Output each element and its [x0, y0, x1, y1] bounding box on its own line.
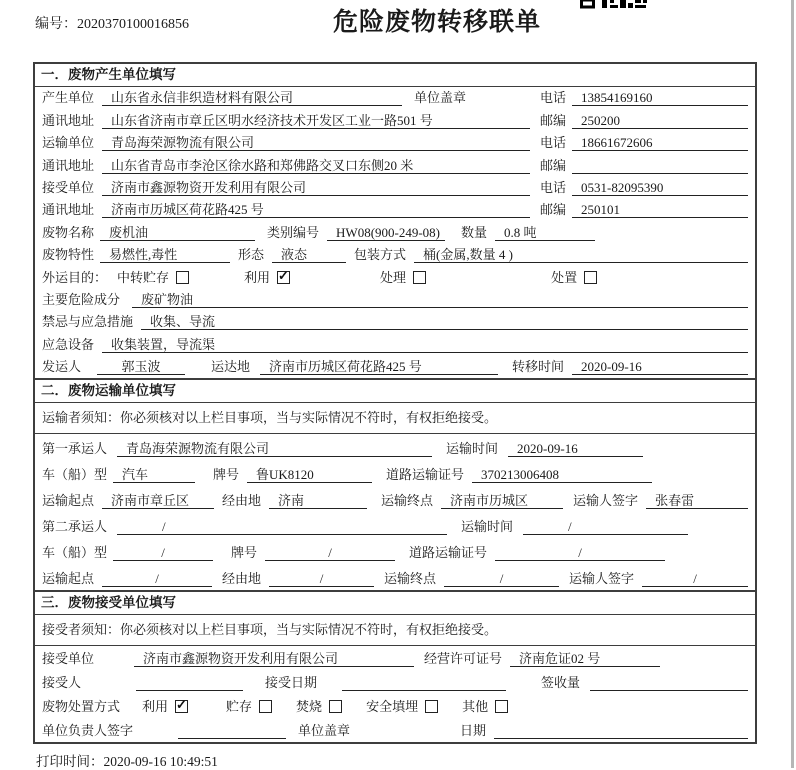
- responsible-sign-label: 单位负责人签字: [42, 723, 134, 739]
- page-title: 危险废物转移联单: [333, 9, 542, 36]
- transport-unit-label: 运输单位: [42, 135, 95, 151]
- row-carrier-2: [35, 512, 755, 538]
- checkbox-utilize: [277, 271, 290, 284]
- emergency-equipment-value: 收集装置，导流渠: [102, 337, 748, 353]
- via1-value: 济南: [269, 493, 367, 509]
- signed-amount-label: 签收量: [541, 675, 581, 691]
- purpose-option-label: 处置: [551, 269, 578, 285]
- receiver-notice: 接受者须知：你必须核对以上栏目事项，当与实际情况不符时，有权拒绝接受。: [35, 615, 755, 646]
- row-route-1: [35, 486, 755, 512]
- destination-label: 运达地: [211, 359, 251, 375]
- emergency-equipment-label: 应急设备: [42, 336, 95, 352]
- zip-label-2: 邮编: [539, 157, 566, 173]
- waste-character-value: 易燃性,毒性: [100, 247, 230, 263]
- carrier2-value: /: [117, 519, 447, 535]
- vehicle2-label: 车（船）型: [42, 545, 108, 561]
- taboo-measures-label: 禁忌与应急措施: [42, 314, 134, 330]
- checkbox-landfill: [425, 700, 438, 713]
- quantity-value: 0.8 吨: [495, 225, 595, 241]
- row-disposal-method: [35, 694, 755, 718]
- row-transfer-purpose: [35, 266, 755, 288]
- purpose-option-label: 中转贮存: [117, 269, 170, 285]
- carrier2-label: 第二承运人: [42, 519, 108, 535]
- road-license1-label: 道路运输证号: [386, 467, 465, 483]
- row-receiver-unit: [35, 177, 755, 199]
- page-edge-divider: [791, 0, 794, 768]
- transfer-time-value: 2020-09-16: [572, 359, 748, 375]
- section-transporter-title: 二．废物运输单位填写: [35, 380, 755, 403]
- address-label-2: 通讯地址: [42, 157, 95, 173]
- zip-value-1: 250200: [572, 113, 748, 129]
- checkbox-dispose: [584, 271, 597, 284]
- waste-character-label: 废物特性: [42, 247, 95, 263]
- address-label-3: 通讯地址: [42, 202, 95, 218]
- vehicle1-value: 汽车: [113, 467, 195, 483]
- disposal-method-label: 废物处置方式: [42, 699, 121, 715]
- road-license2-label: 道路运输证号: [409, 545, 488, 561]
- hazard-component-label: 主要危险成分: [42, 291, 121, 307]
- row-receive-unit: [35, 646, 755, 670]
- print-time-value: 2020-09-16 10:49:51: [103, 754, 218, 769]
- via2-value: /: [269, 571, 374, 587]
- row-hazard-component: [35, 289, 755, 311]
- sign1-value: 张春雷: [646, 493, 748, 509]
- road-license2-value: /: [495, 545, 665, 561]
- doc-number: [35, 13, 189, 33]
- start2-label: 运输起点: [42, 571, 95, 587]
- disposal-option-label: 安全填埋: [366, 699, 419, 715]
- transport-unit-value: 青岛海荣源物流有限公司: [102, 135, 530, 151]
- section-receiver-title: 三．废物接受单位填写: [35, 592, 755, 615]
- vehicle1-label: 车（船）型: [42, 467, 108, 483]
- address-value-1: 山东省济南市章丘区明水经济技术开发区工业一路501 号: [102, 113, 530, 129]
- signed-amount-value: [590, 675, 748, 691]
- print-time: [36, 750, 218, 770]
- row-route-2: [35, 564, 755, 590]
- zip-label-3: 邮编: [539, 202, 566, 218]
- vehicle2-value: /: [113, 545, 213, 561]
- waste-name-value: 废机油: [100, 225, 255, 241]
- destination-value: 济南市历城区荷花路425 号: [260, 359, 498, 375]
- phone-label-3: 电话: [539, 179, 566, 195]
- receive-date-value: [342, 675, 506, 691]
- phone-value-3: 0531-82095390: [572, 180, 748, 196]
- row-taboo-measures: [35, 311, 755, 333]
- row-responsible-sign: [35, 718, 755, 742]
- form-state-label: 形态: [238, 247, 265, 263]
- unit-seal-label-2: 单位盖章: [298, 723, 351, 739]
- plate1-value: 鲁UK8120: [247, 467, 372, 483]
- row-producer-unit: [35, 87, 755, 109]
- date-value-2: [494, 723, 748, 739]
- row-carrier-1: [35, 434, 755, 460]
- checkbox-treat: [413, 271, 426, 284]
- purpose-option-label: 利用: [244, 269, 271, 285]
- checkbox-utilize-receive: [175, 700, 188, 713]
- transport-time1-label: 运输时间: [446, 441, 499, 457]
- section-producer-title: 一．废物产生单位填写: [35, 64, 755, 87]
- row-transport-address: [35, 154, 755, 176]
- permit-label: 经营许可证号: [424, 651, 503, 667]
- sign2-value: /: [642, 571, 748, 587]
- transport-time2-value: /: [523, 519, 688, 535]
- unit-seal-label: 单位盖章: [414, 90, 467, 106]
- section-producer: [35, 64, 755, 378]
- phone-value-1: 13854169160: [572, 90, 748, 106]
- phone-value-2: 18661672606: [572, 135, 748, 151]
- address-label-1: 通讯地址: [42, 112, 95, 128]
- carrier1-value: 青岛海荣源物流有限公司: [117, 441, 432, 457]
- transport-time1-value: 2020-09-16: [508, 441, 643, 457]
- date-label-2: 日期: [460, 723, 487, 739]
- phone-label-2: 电话: [539, 135, 566, 151]
- disposal-option-label: 其他: [462, 699, 489, 715]
- zip-value-3: 250101: [572, 202, 748, 218]
- receiver-unit-label: 接受单位: [42, 179, 95, 195]
- transfer-time-label: 转移时间: [512, 359, 565, 375]
- plate2-label: 牌号: [231, 545, 258, 561]
- start1-label: 运输起点: [42, 493, 95, 509]
- shipper-label: 发运人: [42, 359, 82, 375]
- sign2-label: 运输人签字: [569, 571, 635, 587]
- producer-unit-value: 山东省永信非织造材料有限公司: [102, 90, 402, 106]
- end1-value: 济南市历城区: [441, 493, 563, 509]
- receive-person-label: 接受人: [42, 675, 82, 691]
- start1-value: 济南市章丘区: [102, 493, 214, 509]
- checkbox-incinerate: [329, 700, 342, 713]
- plate2-value: /: [265, 545, 395, 561]
- form-state-value: 液态: [272, 247, 346, 263]
- disposal-option-label: 利用: [142, 699, 169, 715]
- address-value-3: 济南市历城区荷花路425 号: [102, 202, 530, 218]
- receive-unit-value: 济南市鑫源物资开发利用有限公司: [134, 651, 414, 667]
- checkbox-transit-storage: [176, 271, 189, 284]
- shipper-value: 郭玉波: [97, 359, 185, 375]
- row-transport-unit: [35, 132, 755, 154]
- zip-value-2: [572, 158, 748, 174]
- category-value: HW08(900-249-08): [327, 225, 445, 241]
- via1-label: 经由地: [222, 493, 262, 509]
- permit-value: 济南危证02 号: [510, 651, 660, 667]
- transfer-form-table: [33, 62, 757, 744]
- via2-label: 经由地: [222, 571, 262, 587]
- quantity-label: 数量: [461, 224, 488, 240]
- category-label: 类别编号: [267, 224, 320, 240]
- road-license1-value: 370213006408: [472, 467, 652, 483]
- hazard-component-value: 废矿物油: [132, 292, 748, 308]
- receive-person-value: [136, 675, 243, 691]
- doc-number-value: 2020370100016856: [77, 17, 189, 32]
- receive-date-label: 接受日期: [265, 675, 318, 691]
- row-emergency-equipment: [35, 333, 755, 355]
- section-receiver: [35, 590, 755, 742]
- purpose-option-label: 处理: [380, 269, 407, 285]
- end1-label: 运输终点: [381, 493, 434, 509]
- phone-label-1: 电话: [539, 90, 566, 106]
- responsible-sign-value: [178, 723, 286, 739]
- doc-number-label: 编号：: [35, 17, 77, 32]
- purpose-label: 外运目的：: [42, 269, 108, 285]
- checkbox-store: [259, 700, 272, 713]
- row-vehicle-1: [35, 460, 755, 486]
- package-value: 桶(金属,数量 4 ): [414, 247, 748, 263]
- sign1-label: 运输人签字: [573, 493, 639, 509]
- disposal-option-label: 焚烧: [296, 699, 323, 715]
- receiver-unit-value: 济南市鑫源物资开发利用有限公司: [102, 180, 530, 196]
- checkbox-other: [495, 700, 508, 713]
- address-value-2: 山东省青岛市李沧区徐水路和郑佛路交叉口东侧20 米: [102, 158, 530, 174]
- row-producer-address: [35, 109, 755, 131]
- zip-label-1: 邮编: [539, 112, 566, 128]
- section-transporter: [35, 378, 755, 590]
- print-time-label: 打印时间：: [36, 754, 104, 769]
- transport-time2-label: 运输时间: [461, 519, 514, 535]
- package-label: 包装方式: [354, 247, 407, 263]
- plate1-label: 牌号: [213, 467, 240, 483]
- row-vehicle-2: [35, 538, 755, 564]
- row-receive-person: [35, 670, 755, 694]
- start2-value: /: [102, 571, 212, 587]
- waste-name-label: 废物名称: [42, 224, 95, 240]
- taboo-measures-value: 收集、导流: [141, 314, 748, 330]
- row-shipper: [35, 356, 755, 378]
- end2-label: 运输终点: [384, 571, 437, 587]
- receive-unit-label: 接受单位: [42, 651, 95, 667]
- row-waste-character: [35, 244, 755, 266]
- disposal-option-label: 贮存: [226, 699, 253, 715]
- row-waste-name: [35, 221, 755, 243]
- carrier1-label: 第一承运人: [42, 441, 108, 457]
- qr-code-fragment-icon: [580, 0, 650, 9]
- row-receiver-address: [35, 199, 755, 221]
- transporter-notice: 运输者须知：你必须核对以上栏目事项，当与实际情况不符时，有权拒绝接受。: [35, 403, 755, 434]
- end2-value: /: [444, 571, 559, 587]
- producer-unit-label: 产生单位: [42, 90, 95, 106]
